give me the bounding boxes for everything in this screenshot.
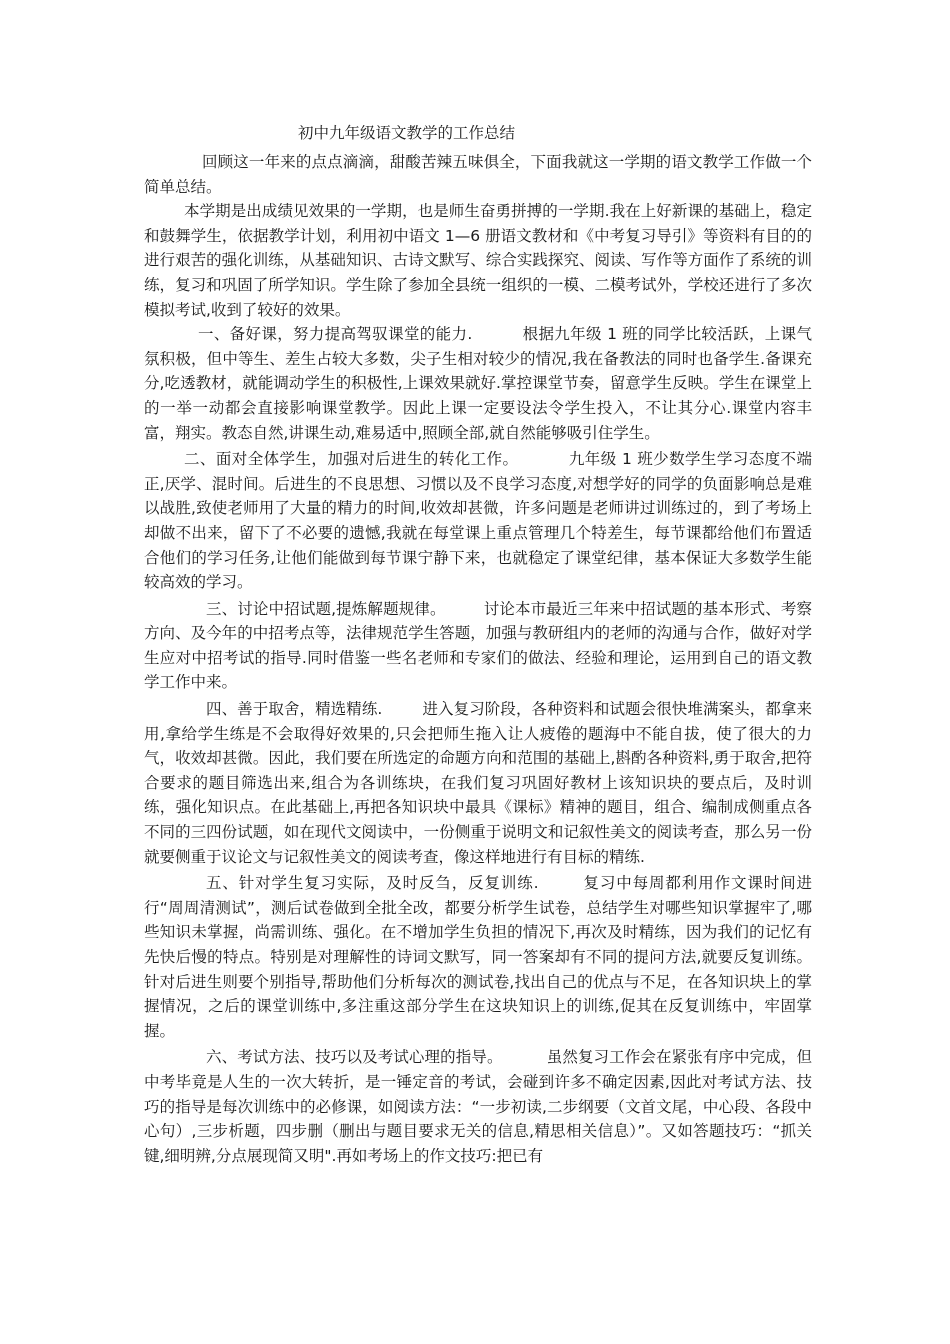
- section-4-paragraph: [144, 697, 812, 869]
- paragraph-text: 九年级 1 班少数学生学习态度不端正,厌学、混时间。后进生的不良思想、习惯以及不良学习态度,对想学好的同学的负面影响总是难以战胜,致使老师用了大量的精力的时间,收效却甚微，许多问题是老师讲过训练过的，到了考场上却做不出来，留下了不必要的遗憾,我就在每堂课上重点管理几个特差生，每节课都给他们布置适合他们的学习任务,让他们能做到每节课宁静下来，也就稳定了课堂纪律，基本保证大多数学生能较高效的学习。: [144, 450, 812, 592]
- section-2-paragraph: [144, 447, 812, 595]
- section-6-paragraph: [144, 1045, 812, 1168]
- document-body: [144, 150, 812, 1168]
- paragraph-text: 讨论本市最近三年来中招试题的基本形式、考察方向、及今年的中招考点等，法律规范学生答题，加强与教研组内的老师的沟通与合作，做好对学生应对中招考试的指导.同时借鉴一些名老师和专家们的做法、经验和理论，运用到自己的语文教学工作中来。: [144, 599, 812, 692]
- section-1-paragraph: [144, 322, 812, 445]
- section-heading: 五、针对学生复习实际，及时反刍，反复训练.: [206, 874, 539, 893]
- section-heading: 二、面对全体学生，加强对后进生的转化工作。: [184, 450, 519, 469]
- paragraph-text: 复习中每周都利用作文课时间进行“周周清测试”，测后试卷做到全批全改，都要分析学生试卷，总结学生对哪些知识掌握牢了,哪些知识未掌握，尚需训练、强化。在不增加学生负担的情况下,再次及时精练，因为我们的记忆有先快后慢的特点。特别是对理解性的诗词文默写，同一答案却有不同的提问方法,就要反复训练。针对后进生则要个别指导,帮助他们分析每次的测试卷,找出自己的优点与不足，在各知识块上的掌握情况，之后的课堂训练中,多注重这部分学生在这块知识上的训练,促其在反复训练中，牢固掌握。: [144, 874, 812, 1040]
- overview-paragraph: [144, 199, 812, 322]
- paragraph-text: 进入复习阶段，各种资料和试题会很快堆满案头，都拿来用,拿给学生练是不会取得好效果的,只会把师生拖入让人疲倦的题海中不能自拔，使了很大的力气，收效却甚微。因此，我们要在所选定的命题方向和范围的基础上,斟酌各种资料,勇于取舍,把符合要求的题目筛选出来,组合为各训练块，在我们复习巩固好教材上该知识块的要点后，及时训练，强化知识点。在此基础上,再把各知识块中最具《课标》精神的题目，组合、编制成侧重点各不同的三四份试题，如在现代文阅读中，一份侧重于说明文和记叙性美文的阅读考查，那么另一份就要侧重于议论文与记叙性美文的阅读考查，像这样地进行有目标的精练.: [144, 700, 812, 866]
- section-heading: 六、考试方法、技巧以及考试心理的指导。: [206, 1048, 503, 1067]
- section-heading: 四、善于取舍，精选精练.: [206, 700, 383, 719]
- paragraph-text: 虽然复习工作会在紧张有序中完成，但中考毕竟是人生的一次大转折，是一锤定音的考试，会碰到许多不确定因素,因此对考试方法、技巧的指导是每次训练中的必修课，如阅读方法：“一步初读,二步纲要（文首文尾，中心段、各段中心句）,三步析题，四步删（删出与题目要求无关的信息,精思相关信息）”。又如答题技巧：“抓关键,细明辨,分点展现简又明".再如考场上的作文技巧:把已有: [144, 1048, 812, 1165]
- section-5-paragraph: [144, 871, 812, 1043]
- document-title: 初中九年级语文教学的工作总结: [298, 124, 516, 142]
- paragraph-text: 回顾这一年来的点点滴滴，甜酸苦辣五味俱全，下面我就这一学期的语文教学工作做一个简单总结。: [144, 153, 812, 196]
- intro-paragraph: [144, 150, 812, 199]
- paragraph-text: 本学期是出成绩见效果的一学期，也是师生奋勇拼搏的一学期.我在上好新课的基础上，稳定和鼓舞学生，依据教学计划，利用初中语文 1—6 册语文教材和《中考复习导引》等资料有目的的进行艰苦的强化训练，从基础知识、古诗文默写、综合实践探究、阅读、写作等方面作了系统的训练，复习和巩固了所学知识。学生除了参加全县统一组织的一模、二模考试外，学校还进行了多次模拟考试,收到了较好的效果。: [144, 202, 812, 319]
- paragraph-text: 根据九年级 1 班的同学比较活跃，上课气氛积极，但中等生、差生占较大多数，尖子生相对较少的情况,我在备教法的同时也备学生.备课充分,吃透教材，就能调动学生的积极性,上课效果就好.掌控课堂节奏，留意学生反映。学生在课堂上的一举一动都会直接影响课堂教学。因此上课一定要设法令学生投入，不让其分心.课堂内容丰富，翔实。教态自然,讲课生动,难易适中,照顾全部,就自然能够吸引住学生。: [144, 325, 812, 442]
- section-heading: 一、备好课，努力提高驾驭课堂的能力.: [198, 325, 473, 344]
- section-heading: 三、讨论中招试题,提炼解题规律。: [206, 599, 446, 618]
- section-3-paragraph: [144, 597, 812, 695]
